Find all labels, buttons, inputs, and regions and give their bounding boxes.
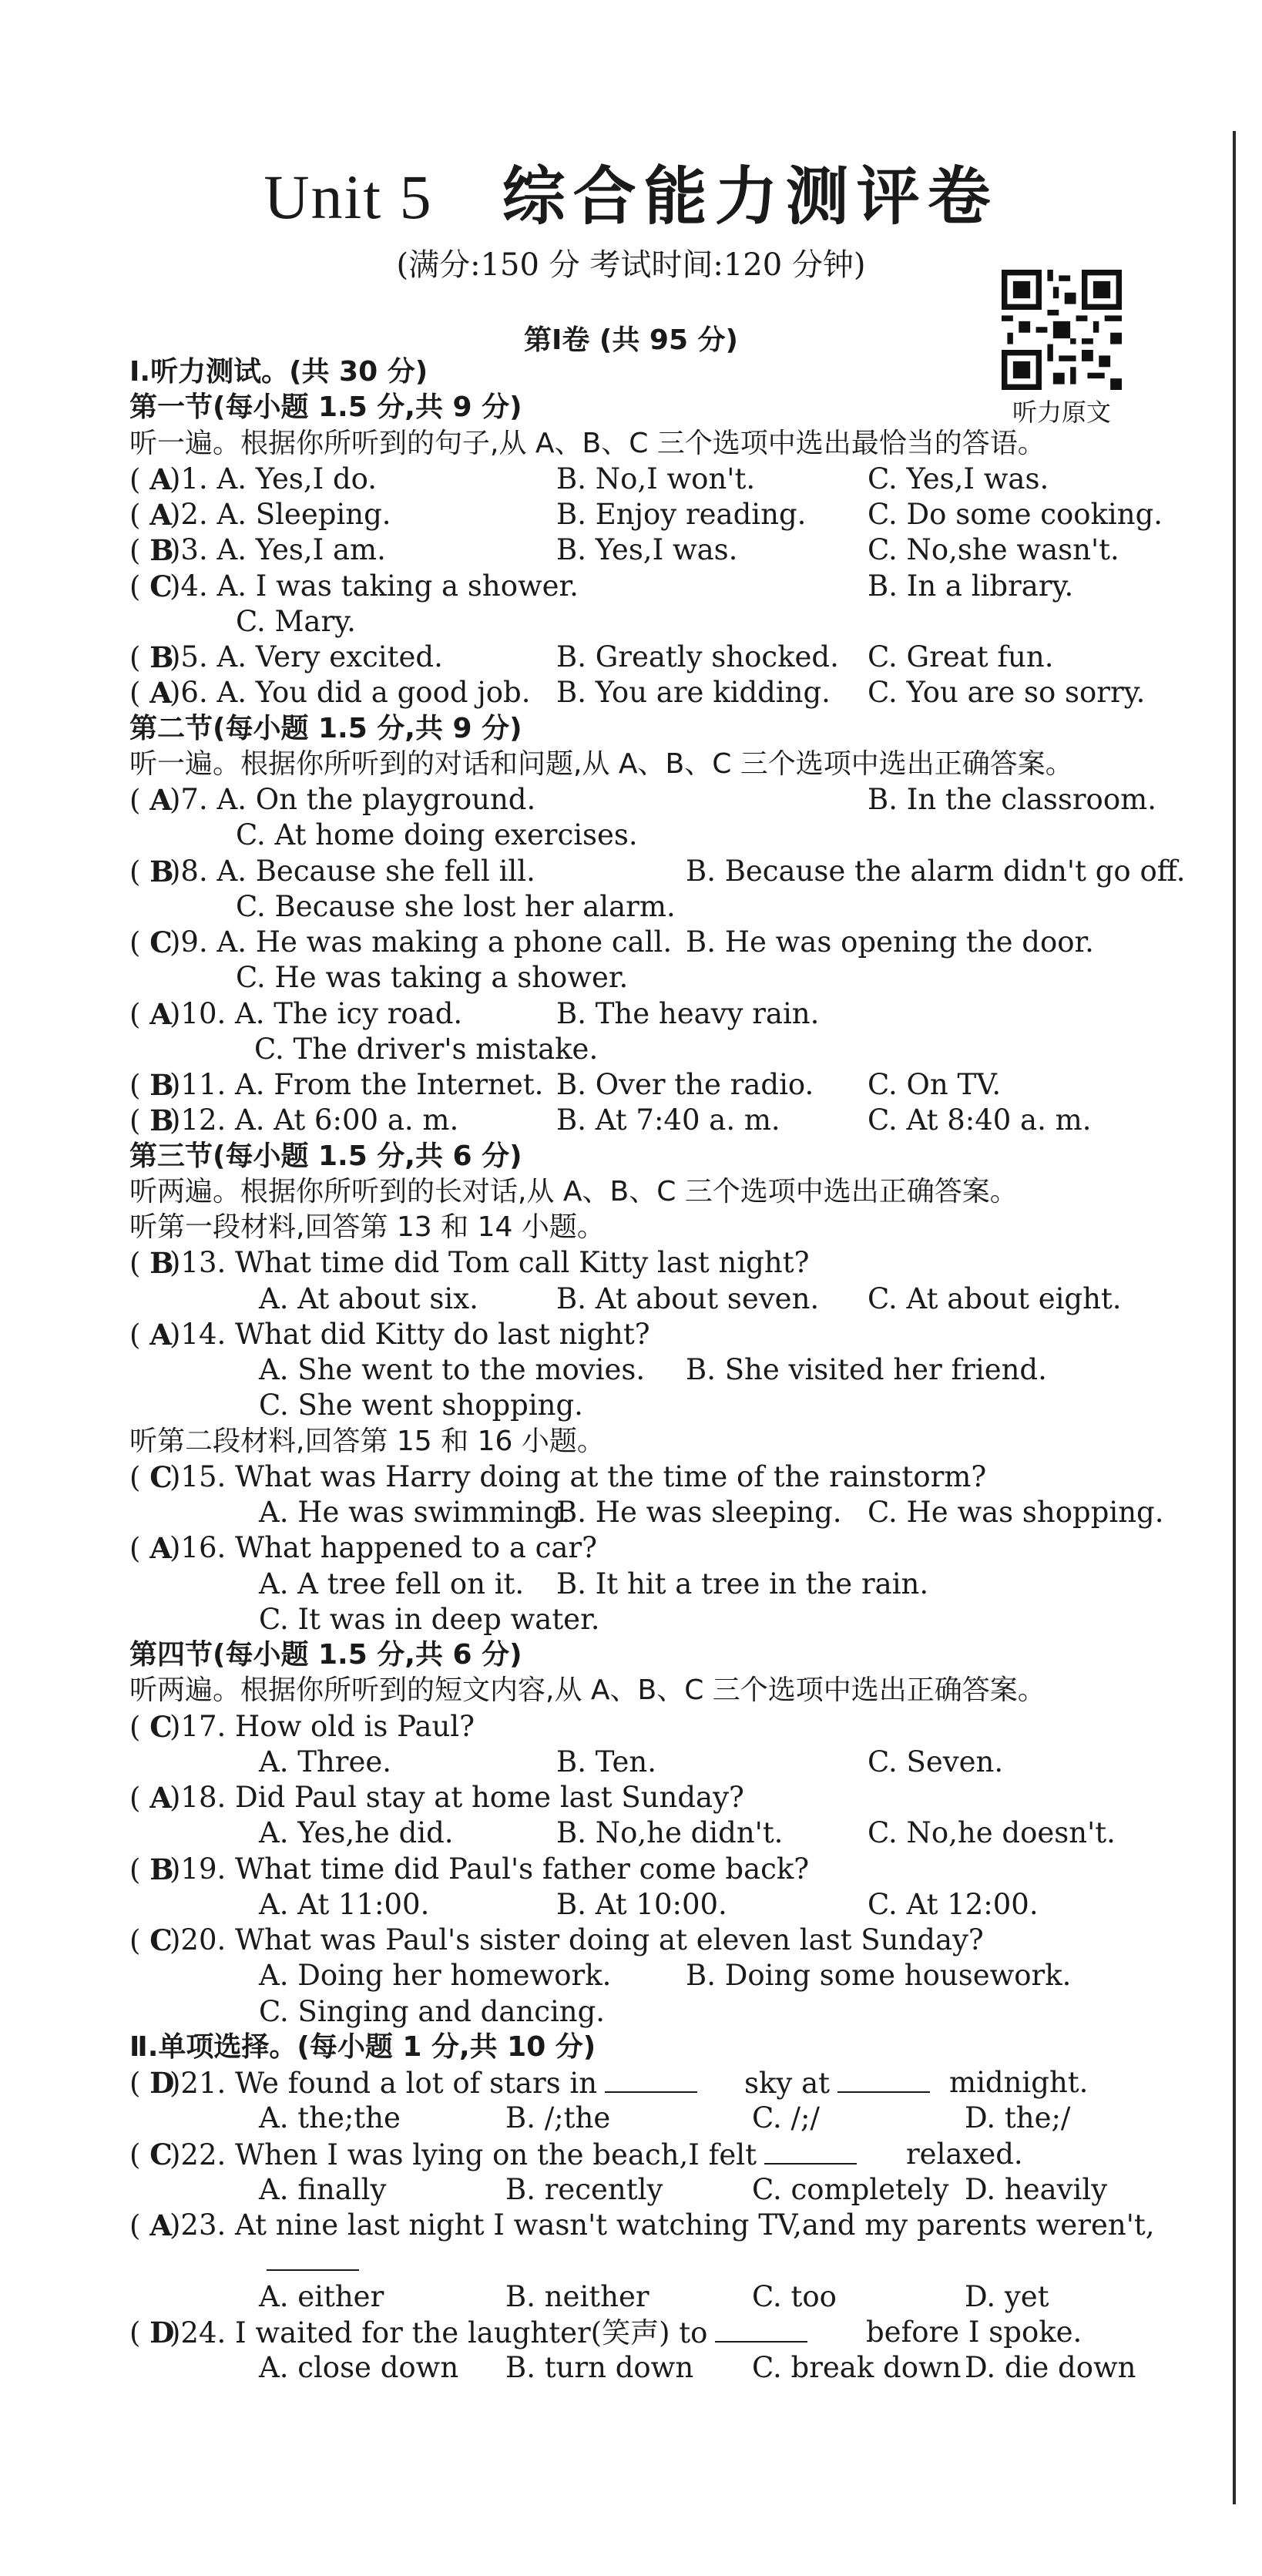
line-text: C. At about eight. — [868, 1281, 1122, 1315]
answer-mark: ( B — [129, 854, 174, 888]
line-text: midnight. — [949, 2066, 1089, 2099]
section-heading — [0, 2030, 1262, 2065]
line-text: B. He was opening the door. — [686, 925, 1094, 959]
line-text: B. In a library. — [868, 569, 1074, 603]
question-line — [0, 960, 1262, 996]
line-text: )17. How old is Paul? — [169, 1709, 475, 1743]
line-text: D. die down — [965, 2351, 1136, 2384]
answer-mark: ( A — [129, 676, 172, 710]
question-line — [0, 1815, 1262, 1851]
answer-mark: ( B — [129, 1852, 174, 1886]
section-heading — [0, 354, 1262, 390]
line-text: B. Yes,I was. — [556, 533, 738, 567]
answer-mark: ( A — [129, 783, 172, 817]
instruction-line — [0, 426, 1262, 462]
line-text: )3. A. Yes,I am. — [169, 533, 386, 567]
answer-mark: ( C — [129, 1709, 173, 1744]
question-line — [0, 1923, 1262, 1958]
line-text: A. She went to the movies. — [259, 1353, 646, 1386]
qr-label: 听力原文 — [1012, 398, 1111, 427]
line-text: D. yet — [965, 2279, 1049, 2313]
page-title — [0, 146, 1262, 237]
line-text: A. At 11:00. — [259, 1887, 430, 1921]
answer-mark: ( C — [129, 925, 173, 959]
question-line — [0, 854, 1262, 889]
question-line — [0, 1887, 1262, 1923]
answer-mark: ( A — [129, 996, 172, 1031]
question-line — [0, 1958, 1262, 1993]
instruction-line — [0, 1174, 1262, 1210]
answer-mark: ( A — [129, 2208, 172, 2242]
answer-mark: ( B — [129, 1246, 174, 1281]
line-text: )21. We found a lot of stars in — [169, 2065, 697, 2101]
answer-blank — [267, 2243, 359, 2271]
line-text: A. He was swimming. — [259, 1496, 571, 1529]
line-text: B. He was sleeping. — [556, 1496, 842, 1529]
answer-mark: ( B — [129, 640, 174, 674]
line-text: )18. Did Paul stay at home last Sunday? — [169, 1781, 744, 1814]
answer-blank — [715, 2315, 807, 2343]
answer-blank — [837, 2065, 930, 2093]
answer-mark: ( A — [129, 1531, 172, 1566]
question-line — [0, 1567, 1262, 1602]
question-line — [0, 2065, 1262, 2101]
question-line — [0, 1530, 1262, 1566]
line-text: )9. A. He was making a phone call. — [169, 925, 673, 959]
question-line — [0, 925, 1262, 960]
line-text: C. completely — [752, 2172, 949, 2206]
line-text: B. Greatly shocked. — [556, 640, 839, 673]
instruction-line — [0, 1424, 1262, 1459]
line-text: C. He was taking a shower. — [236, 961, 629, 995]
line-text — [259, 2243, 359, 2279]
exam-info: (满分:150 分 考试时间:120 分钟) — [396, 247, 866, 283]
answer-mark: ( B — [129, 533, 174, 568]
instruction-line — [0, 747, 1262, 782]
line-text: C. Great fun. — [868, 640, 1054, 673]
line-text: Ⅰ.听力测试。(共 30 分) — [129, 356, 428, 388]
line-text: B. Over the radio. — [556, 1068, 814, 1101]
question-line — [0, 1281, 1262, 1317]
answer-mark: ( C — [129, 1923, 173, 1957]
question-line — [0, 497, 1262, 532]
question-line — [0, 1352, 1262, 1388]
question-line — [0, 2315, 1262, 2350]
line-text: C. Do some cooking. — [868, 498, 1163, 531]
answer-mark: ( A — [129, 462, 172, 496]
question-line — [0, 462, 1262, 497]
line-text: C. At home doing exercises. — [236, 818, 638, 852]
line-text: B. At 7:40 a. m. — [556, 1103, 780, 1137]
line-text: C. At 8:40 a. m. — [868, 1103, 1092, 1137]
instruction-line — [0, 1210, 1262, 1245]
line-text: 听两遍。根据你所听到的长对话,从 A、B、C 三个选项中选出正确答案。 — [129, 1175, 1018, 1207]
question-line — [0, 1780, 1262, 1815]
question-line — [0, 1067, 1262, 1103]
question-line — [0, 818, 1262, 853]
line-text: )6. A. You did a good job. — [169, 676, 531, 710]
question-line — [0, 1388, 1262, 1423]
answer-mark: ( C — [129, 2137, 173, 2171]
line-text: A. either — [259, 2279, 384, 2313]
answer-mark: ( C — [129, 569, 173, 603]
line-text: 听一遍。根据你所听到的句子,从 A、B、C 三个选项中选出最恰当的答语。 — [129, 427, 1046, 459]
line-text: C. The driver's mistake. — [254, 1032, 599, 1066]
line-text: )11. A. From the Internet. — [169, 1068, 544, 1101]
line-text: B. turn down — [505, 2351, 694, 2384]
line-text: B. neither — [505, 2279, 649, 2313]
answer-mark: ( D — [129, 2066, 175, 2100]
question-line — [0, 2208, 1262, 2243]
line-text: before I spoke. — [866, 2315, 1082, 2349]
question-line — [0, 640, 1262, 675]
line-text: )8. A. Because she fell ill. — [169, 854, 535, 888]
line-text: )4. A. I was taking a shower. — [169, 569, 579, 603]
answer-mark: ( A — [129, 1781, 172, 1815]
line-text: B. No,he didn't. — [556, 1816, 784, 1850]
answer-mark: ( A — [129, 498, 172, 532]
line-text: 听第二段材料,回答第 15 和 16 小题。 — [129, 1425, 605, 1457]
line-text: C. /;/ — [752, 2101, 820, 2135]
question-line — [0, 1994, 1262, 2030]
line-text: C. You are so sorry. — [868, 676, 1146, 710]
line-text: C. Seven. — [868, 1745, 1004, 1778]
question-line — [0, 1852, 1262, 1887]
line-text: 第二节(每小题 1.5 分,共 9 分) — [129, 712, 522, 744]
line-text: Ⅱ.单项选择。(每小题 1 分,共 10 分) — [129, 2030, 596, 2063]
answer-mark: ( D — [129, 2315, 175, 2349]
title-unit: Unit 5 — [263, 162, 433, 232]
line-text: A. Yes,he did. — [259, 1816, 454, 1850]
question-list — [0, 354, 1262, 2386]
line-text: )23. At nine last night I wasn't watching TV,and my parents weren't, — [169, 2208, 1155, 2242]
line-text: )20. What was Paul's sister doing at eleven last Sunday? — [169, 1923, 984, 1956]
question-line — [0, 889, 1262, 925]
question-line — [0, 2279, 1262, 2315]
line-text: B. recently — [505, 2172, 663, 2206]
section-heading — [0, 1637, 1262, 1673]
line-text: C. No,he doesn't. — [868, 1816, 1116, 1850]
line-text: C. Yes,I was. — [868, 462, 1049, 495]
line-text: )5. A. Very excited. — [169, 640, 443, 673]
question-line — [0, 782, 1262, 818]
line-text: C. too — [752, 2279, 837, 2313]
question-line — [0, 1745, 1262, 1780]
line-text: B. /;the — [505, 2101, 611, 2135]
line-text: 第一节(每小题 1.5 分,共 9 分) — [129, 391, 522, 424]
line-text: )24. I waited for the laughter(笑声) to — [169, 2315, 807, 2351]
line-text: 第三节(每小题 1.5 分,共 6 分) — [129, 1140, 522, 1172]
question-line — [0, 1032, 1262, 1067]
answer-mark: ( B — [129, 1068, 174, 1102]
line-text: B. She visited her friend. — [686, 1353, 1047, 1386]
line-text: )1. A. Yes,I do. — [169, 462, 378, 495]
question-line — [0, 2101, 1262, 2136]
line-text: C. Because she lost her alarm. — [236, 889, 676, 923]
section-heading — [0, 1139, 1262, 1174]
question-line — [0, 1317, 1262, 1352]
question-line — [0, 1602, 1262, 1637]
instruction-line — [0, 1673, 1262, 1708]
line-text: )2. A. Sleeping. — [169, 498, 391, 531]
question-line — [0, 1495, 1262, 1530]
line-text: C. It was in deep water. — [259, 1602, 600, 1636]
line-text: B. The heavy rain. — [556, 996, 820, 1030]
line-text: B. In the classroom. — [868, 783, 1156, 816]
line-text: C. On TV. — [868, 1068, 1002, 1101]
line-text: B. You are kidding. — [556, 676, 831, 710]
answer-mark: ( C — [129, 1459, 173, 1494]
line-text: B. Enjoy reading. — [556, 498, 807, 531]
question-line — [0, 2172, 1262, 2208]
question-line — [0, 1103, 1262, 1138]
question-line — [0, 675, 1262, 710]
line-text: A. Doing her homework. — [259, 1959, 612, 1993]
answer-blank — [764, 2137, 857, 2165]
question-line — [0, 1245, 1262, 1281]
line-text: )10. A. The icy road. — [169, 996, 463, 1030]
question-line — [0, 1459, 1262, 1495]
question-line — [0, 2243, 1262, 2279]
line-text: B. At about seven. — [556, 1281, 820, 1315]
line-text: )12. A. At 6:00 a. m. — [169, 1103, 459, 1137]
line-text: 听两遍。根据你所听到的短文内容,从 A、B、C 三个选项中选出正确答案。 — [129, 1674, 1046, 1707]
line-text: )13. What time did Tom call Kitty last night? — [169, 1246, 810, 1280]
line-text: )22. When I was lying on the beach,I felt — [169, 2137, 857, 2173]
line-text: C. No,she wasn't. — [868, 533, 1119, 567]
line-text: )14. What did Kitty do last night? — [169, 1317, 650, 1351]
line-text: B. Because the alarm didn't go off. — [686, 854, 1186, 888]
line-text: )16. What happened to a car? — [169, 1531, 597, 1565]
line-text: A. Three. — [259, 1745, 391, 1778]
line-text: )15. What was Harry doing at the time of the rainstorm? — [169, 1459, 987, 1493]
line-text: A. A tree fell on it. — [259, 1567, 525, 1600]
line-text: C. Mary. — [236, 604, 356, 638]
line-text: A. the;the — [259, 2101, 401, 2135]
line-text: )7. A. On the playground. — [169, 783, 536, 816]
question-line — [0, 2350, 1262, 2386]
line-text: sky at — [744, 2065, 930, 2101]
line-text: C. break down — [752, 2351, 962, 2384]
line-text: A. finally — [259, 2172, 387, 2206]
line-text: D. the;/ — [965, 2101, 1071, 2135]
line-text: A. At about six. — [259, 1281, 478, 1315]
question-line — [0, 996, 1262, 1032]
question-line — [0, 532, 1262, 568]
line-text: C. She went shopping. — [259, 1389, 583, 1422]
line-text: 第四节(每小题 1.5 分,共 6 分) — [129, 1639, 522, 1671]
line-text: )19. What time did Paul's father come back? — [169, 1852, 810, 1886]
question-line — [0, 604, 1262, 640]
title-chinese: 综合能力测评卷 — [502, 160, 999, 233]
volume-heading: 第Ⅰ卷 (共 95 分) — [524, 324, 738, 356]
line-text: C. He was shopping. — [868, 1496, 1164, 1529]
section-heading — [0, 711, 1262, 747]
line-text: B. It hit a tree in the rain. — [556, 1567, 929, 1600]
line-text: D. heavily — [965, 2172, 1108, 2206]
answer-mark: ( B — [129, 1103, 174, 1138]
line-text: relaxed. — [906, 2137, 1023, 2171]
line-text: 听一遍。根据你所听到的对话和问题,从 A、B、C 三个选项中选出正确答案。 — [129, 747, 1073, 780]
line-text: B. At 10:00. — [556, 1887, 727, 1921]
line-text: 听第一段材料,回答第 13 和 14 小题。 — [129, 1211, 605, 1243]
answer-mark: ( A — [129, 1317, 172, 1352]
question-line — [0, 1709, 1262, 1745]
line-text: C. At 12:00. — [868, 1887, 1039, 1921]
section-heading — [0, 390, 1262, 425]
question-line — [0, 2137, 1262, 2172]
line-text: B. Ten. — [556, 1745, 657, 1778]
line-text: B. No,I won't. — [556, 462, 756, 495]
line-text: B. Doing some housework. — [686, 1959, 1072, 1993]
line-text: C. Singing and dancing. — [259, 1994, 606, 2028]
question-line — [0, 569, 1262, 604]
answer-blank — [605, 2065, 697, 2093]
line-text: A. close down — [259, 2351, 459, 2384]
